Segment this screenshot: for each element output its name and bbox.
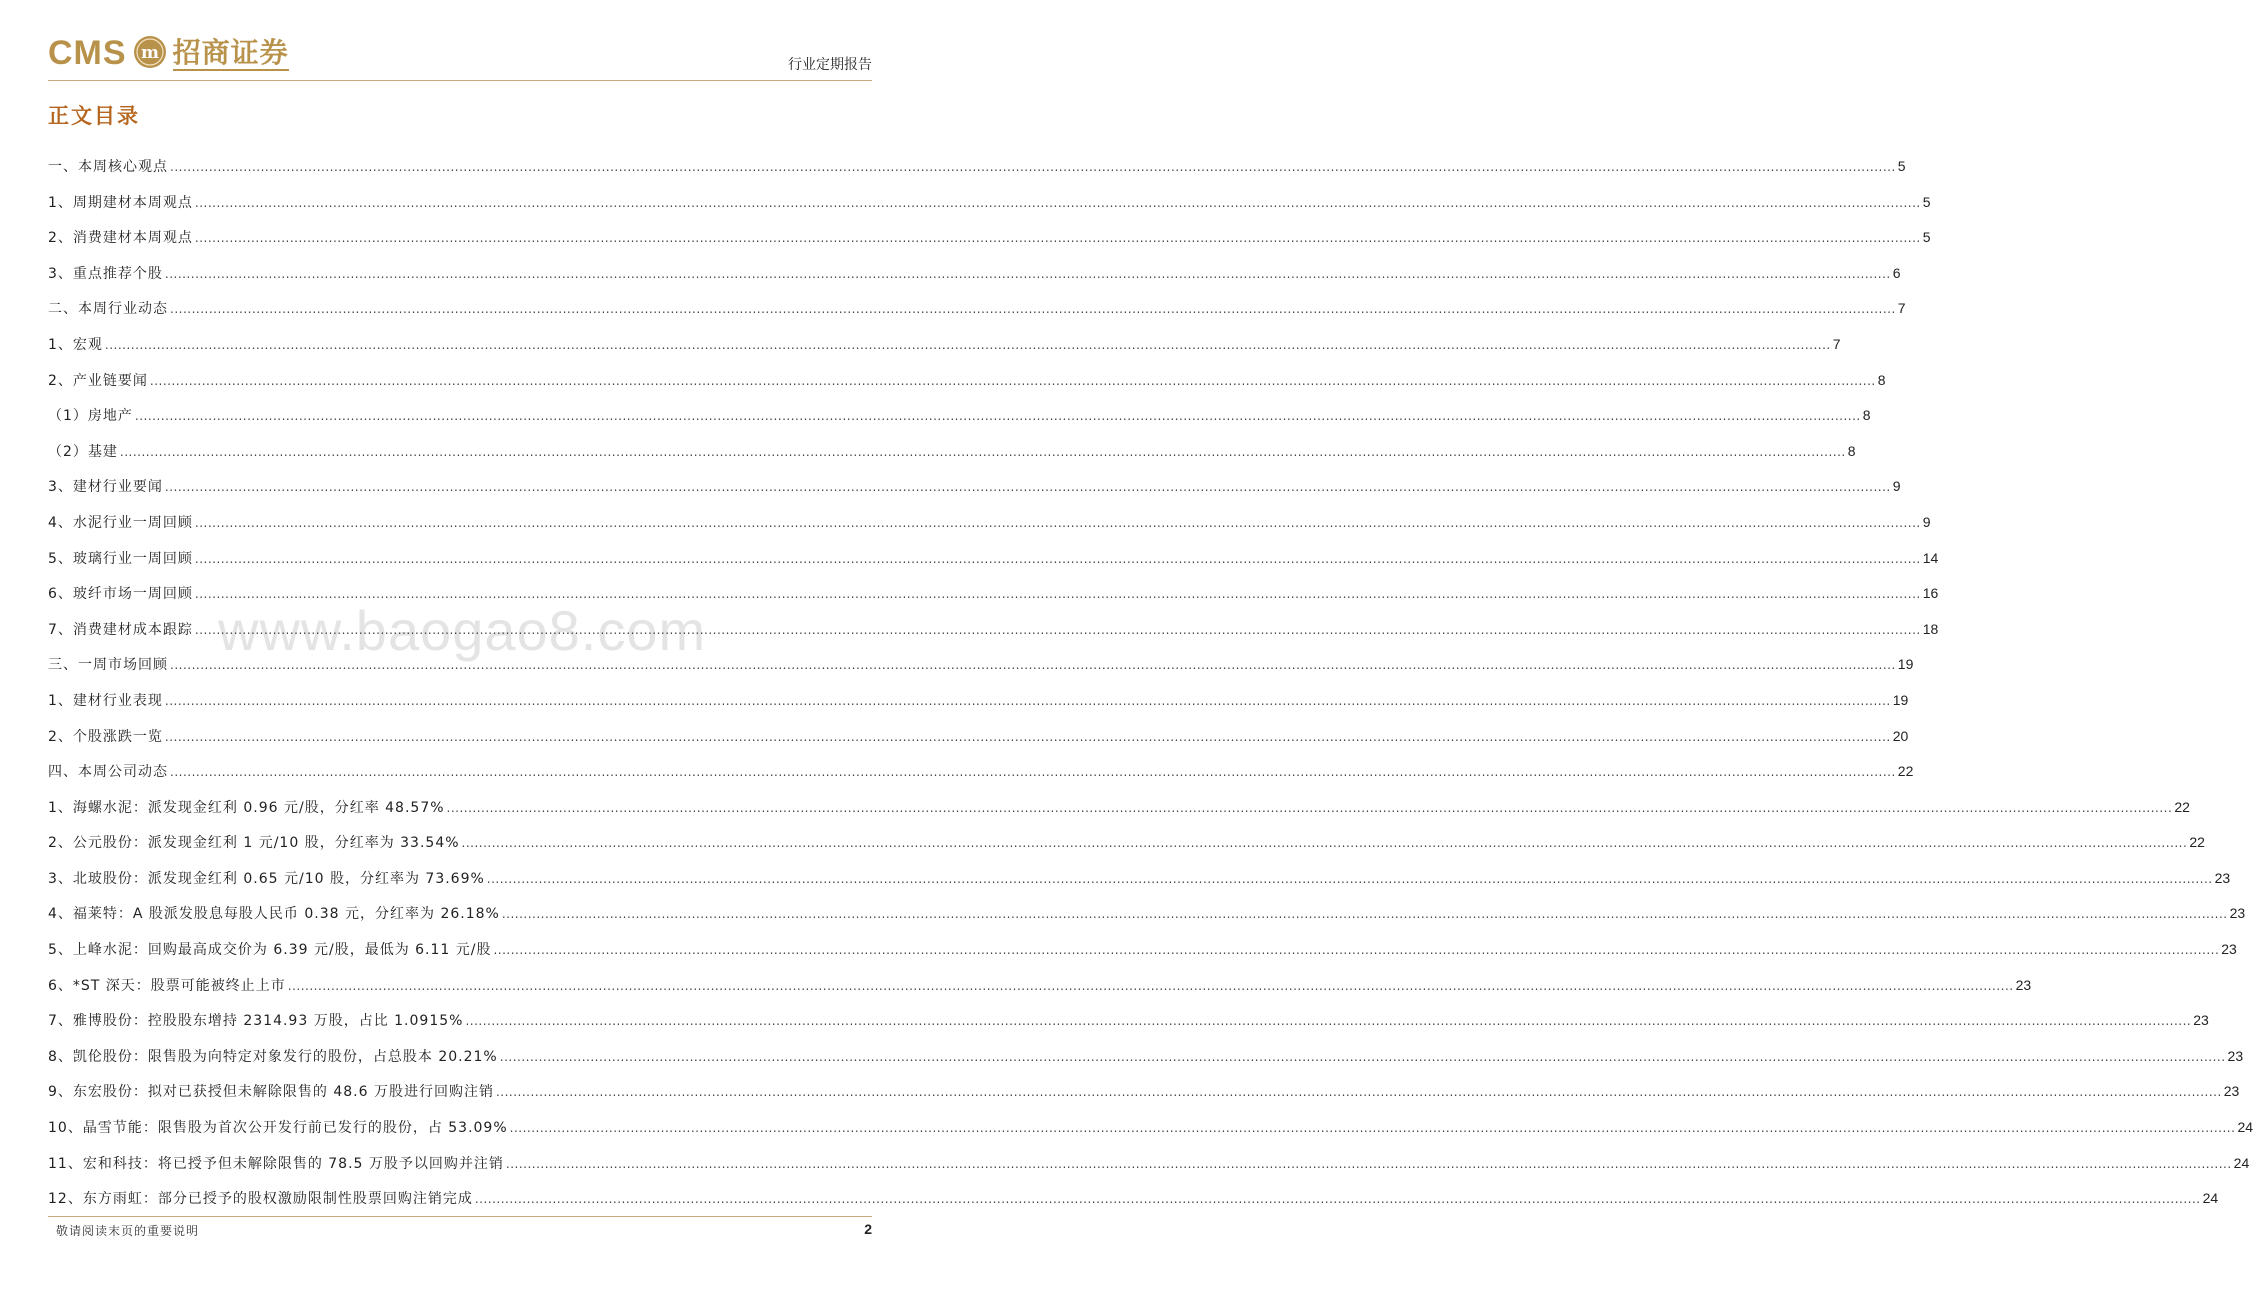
toc-dot-leader: ................................................................................................................................................................................................................................................................................................................................................................................................................ [501,907,2228,922]
toc-entry-page: 8 [1862,407,1871,424]
toc-dot-leader: ................................................................................................................................................................................................................................................................................................................................................................................................................ [194,515,1921,530]
toc-entry-page: 7 [1832,335,1841,352]
toc-entry-page: 22 [2174,798,2190,815]
toc-dot-leader: ................................................................................................................................................................................................................................................................................................................................................................................................................ [194,622,1921,637]
logo-seal-glyph: m [140,42,159,63]
toc-dot-leader: ................................................................................................................................................................................................................................................................................................................................................................................................................ [119,444,1846,459]
toc-entry-label: 5、上峰水泥：回购最高成交价为 6.39 元/股，最低为 6.11 元/股 [48,942,492,959]
toc-dot-leader: ................................................................................................................................................................................................................................................................................................................................................................................................................ [149,373,1876,388]
toc-entry-label: 2、消费建材本周观点 [48,230,193,247]
toc-entry[interactable] [48,223,1931,259]
toc-dot-leader: ................................................................................................................................................................................................................................................................................................................................................................................................................ [509,1121,2236,1136]
logo-latin-text: CMS [48,34,127,72]
toc-entry-page: 8 [1877,371,1886,388]
table-of-contents [48,152,2253,1220]
toc-entry-label: 1、海螺水泥：派发现金红利 0.96 元/股，分红率 48.57% [48,799,445,816]
toc-dot-leader: ................................................................................................................................................................................................................................................................................................................................................................................................................ [164,480,1891,495]
toc-entry-page: 16 [1922,585,1939,602]
toc-entry-page: 24 [2237,1119,2253,1136]
toc-dot-leader: ................................................................................................................................................................................................................................................................................................................................................................................................................ [194,551,1921,566]
toc-entry[interactable] [48,401,1871,437]
toc-entry[interactable] [48,1184,2219,1220]
toc-entry-label: 6、玻纤市场一周回顾 [48,586,193,603]
toc-entry[interactable] [48,294,1906,330]
toc-entry-label: 7、雅博股份：控股股东增持 2314.93 万股，占比 1.0915% [48,1013,464,1030]
toc-entry-page: 22 [2189,834,2205,851]
toc-entry-label: 12、东方雨虹：部分已授予的股权激励限制性股票回购注销完成 [48,1191,473,1208]
toc-entry[interactable] [48,757,1914,793]
toc-dot-leader: ................................................................................................................................................................................................................................................................................................................................................................................................................ [446,800,2173,815]
toc-dot-leader: ................................................................................................................................................................................................................................................................................................................................................................................................................ [499,1049,2226,1064]
page-number: 2 [864,1221,872,1237]
toc-entry-label: 11、宏和科技：将已授予但未解除限售的 78.5 万股予以回购并注销 [48,1155,504,1172]
toc-dot-leader: ................................................................................................................................................................................................................................................................................................................................................................................................................ [493,943,2220,958]
toc-dot-leader: ................................................................................................................................................................................................................................................................................................................................................................................................................ [164,729,1891,744]
toc-entry-page: 6 [1892,264,1901,281]
header-divider [48,80,872,81]
toc-entry-label: 四、本周公司动态 [48,764,168,781]
toc-dot-leader: ................................................................................................................................................................................................................................................................................................................................................................................................................ [194,195,1921,210]
toc-dot-leader: ................................................................................................................................................................................................................................................................................................................................................................................................................ [486,871,2213,886]
toc-entry-label: 2、产业链要闻 [48,372,148,389]
toc-entry-label: 6、*ST 深天：股票可能被终止上市 [48,977,286,994]
toc-entry-page: 9 [1922,513,1931,530]
toc-entry-label: 二、本周行业动态 [48,301,168,318]
toc-entry-label: 5、玻璃行业一周回顾 [48,550,193,567]
toc-entry-page: 19 [1897,656,1914,673]
footer-note: 敬请阅读末页的重要说明 [56,1224,200,1238]
toc-dot-leader: ................................................................................................................................................................................................................................................................................................................................................................................................................ [164,266,1891,281]
toc-entry-page: 24 [2202,1190,2219,1207]
toc-entry[interactable] [48,259,1901,295]
toc-dot-leader: ................................................................................................................................................................................................................................................................................................................................................................................................................ [461,836,2188,851]
toc-entry-page: 24 [2233,1154,2250,1171]
toc-dot-leader: ................................................................................................................................................................................................................................................................................................................................................................................................................ [505,1156,2232,1171]
toc-entry-page: 7 [1897,300,1906,317]
toc-entry[interactable] [48,1042,2244,1078]
toc-entry-label: 2、个股涨跌一览 [48,728,163,745]
toc-entry[interactable] [48,437,1856,473]
toc-dot-leader: ................................................................................................................................................................................................................................................................................................................................................................................................................ [495,1085,2222,1100]
toc-dot-leader: ................................................................................................................................................................................................................................................................................................................................................................................................................ [170,160,1896,174]
toc-entry[interactable] [48,1006,2209,1042]
toc-entry[interactable] [48,864,2231,900]
toc-dot-leader: ................................................................................................................................................................................................................................................................................................................................................................................................................ [194,231,1921,246]
footer-divider [48,1216,872,1217]
toc-dot-leader: ................................................................................................................................................................................................................................................................................................................................................................................................................ [474,1192,2201,1207]
toc-dot-leader: ................................................................................................................................................................................................................................................................................................................................................................................................................ [465,1014,2192,1029]
toc-dot-leader: ................................................................................................................................................................................................................................................................................................................................................................................................................ [134,409,1861,424]
toc-entry-page: 19 [1892,691,1909,708]
toc-entry-label: 3、北玻股份：派发现金红利 0.65 元/10 股，分红率为 73.69% [48,870,485,887]
toc-entry[interactable] [48,330,1841,366]
toc-entry[interactable] [48,1113,2253,1149]
toc-entry-page: 23 [2223,1083,2240,1100]
toc-entry[interactable] [48,366,1886,402]
toc-entry-page: 23 [2221,941,2237,958]
toc-entry-page: 22 [1897,763,1914,780]
logo-seal-icon [133,35,167,73]
toc-entry[interactable] [48,188,1931,224]
toc-entry-page: 23 [2227,1047,2244,1064]
toc-entry[interactable] [48,472,1901,508]
toc-entry-page: 9 [1892,478,1901,495]
toc-entry-page: 14 [1922,549,1939,566]
toc-dot-leader: ................................................................................................................................................................................................................................................................................................................................................................................................................ [170,302,1896,317]
toc-entry-label: 3、建材行业要闻 [48,479,163,496]
toc-entry-page: 23 [2214,869,2231,886]
toc-entry[interactable] [48,152,1906,188]
toc-entry-label: 1、建材行业表现 [48,692,163,709]
toc-entry[interactable] [48,508,1931,544]
toc-entry[interactable] [48,686,1909,722]
toc-entry-label: （2）基建 [48,443,118,460]
toc-dot-leader: ................................................................................................................................................................................................................................................................................................................................................................................................................ [170,765,1896,780]
logo-chinese-text: 招商证券 [172,35,289,69]
toc-entry-label: 4、水泥行业一周回顾 [48,514,193,531]
toc-dot-leader: ................................................................................................................................................................................................................................................................................................................................................................................................................ [287,978,2014,993]
toc-entry[interactable] [48,579,1939,615]
report-type: 行业定期报告 [788,57,872,73]
toc-entry[interactable] [48,971,2032,1007]
toc-title: 正文目录 [48,103,140,128]
toc-entry-label: 1、宏观 [48,336,103,353]
toc-entry-label: 一、本周核心观点 [48,159,168,175]
toc-entry-page: 5 [1897,158,1906,174]
toc-entry-page: 23 [2015,976,2032,993]
toc-entry-page: 23 [2193,1012,2209,1029]
toc-entry-label: （1）房地产 [48,408,133,425]
toc-entry-label: 3、重点推荐个股 [48,265,163,282]
toc-entry-label: 4、福莱特：A 股派发股息每股人民币 0.38 元，分红率为 26.18% [48,906,500,923]
toc-dot-leader: ................................................................................................................................................................................................................................................................................................................................................................................................................ [170,658,1896,673]
toc-entry-label: 7、消费建材成本跟踪 [48,621,193,638]
toc-entry-page: 5 [1922,193,1931,210]
toc-entry[interactable] [48,1077,2240,1113]
toc-entry-label: 10、晶雪节能：限售股为首次公开发行前已发行的股份，占 53.09% [48,1120,508,1137]
toc-entry-page: 20 [1892,727,1909,744]
toc-entry[interactable] [48,828,2205,864]
toc-entry[interactable] [48,1149,2250,1185]
toc-entry-page: 23 [2229,905,2246,922]
toc-entry-label: 8、凯伦股份：限售股为向特定对象发行的股份，占总股本 20.21% [48,1048,498,1065]
toc-entry[interactable] [48,544,1939,580]
toc-entry[interactable] [48,722,1909,758]
toc-entry-page: 18 [1922,620,1939,637]
watermark: www.baogao8.com [218,599,707,662]
toc-entry[interactable] [48,935,2237,971]
toc-dot-leader: ................................................................................................................................................................................................................................................................................................................................................................................................................ [164,693,1891,708]
toc-entry-page: 5 [1922,229,1931,246]
toc-dot-leader: ................................................................................................................................................................................................................................................................................................................................................................................................................ [104,337,1831,352]
toc-entry-label: 9、东宏股份：拟对已获授但未解除限售的 48.6 万股进行回购注销 [48,1084,494,1101]
toc-entry[interactable] [48,899,2246,935]
toc-entry-label: 2、公元股份：派发现金红利 1 元/10 股，分红率为 33.54% [48,835,460,852]
toc-entry-label: 1、周期建材本周观点 [48,194,193,211]
toc-dot-leader: ................................................................................................................................................................................................................................................................................................................................................................................................................ [194,587,1921,602]
toc-entry[interactable] [48,650,1914,686]
toc-entry-page: 8 [1847,442,1856,459]
page-header [48,30,872,82]
cms-logo [48,34,289,73]
toc-entry[interactable] [48,793,2190,829]
toc-entry-label: 三、一周市场回顾 [48,657,168,674]
